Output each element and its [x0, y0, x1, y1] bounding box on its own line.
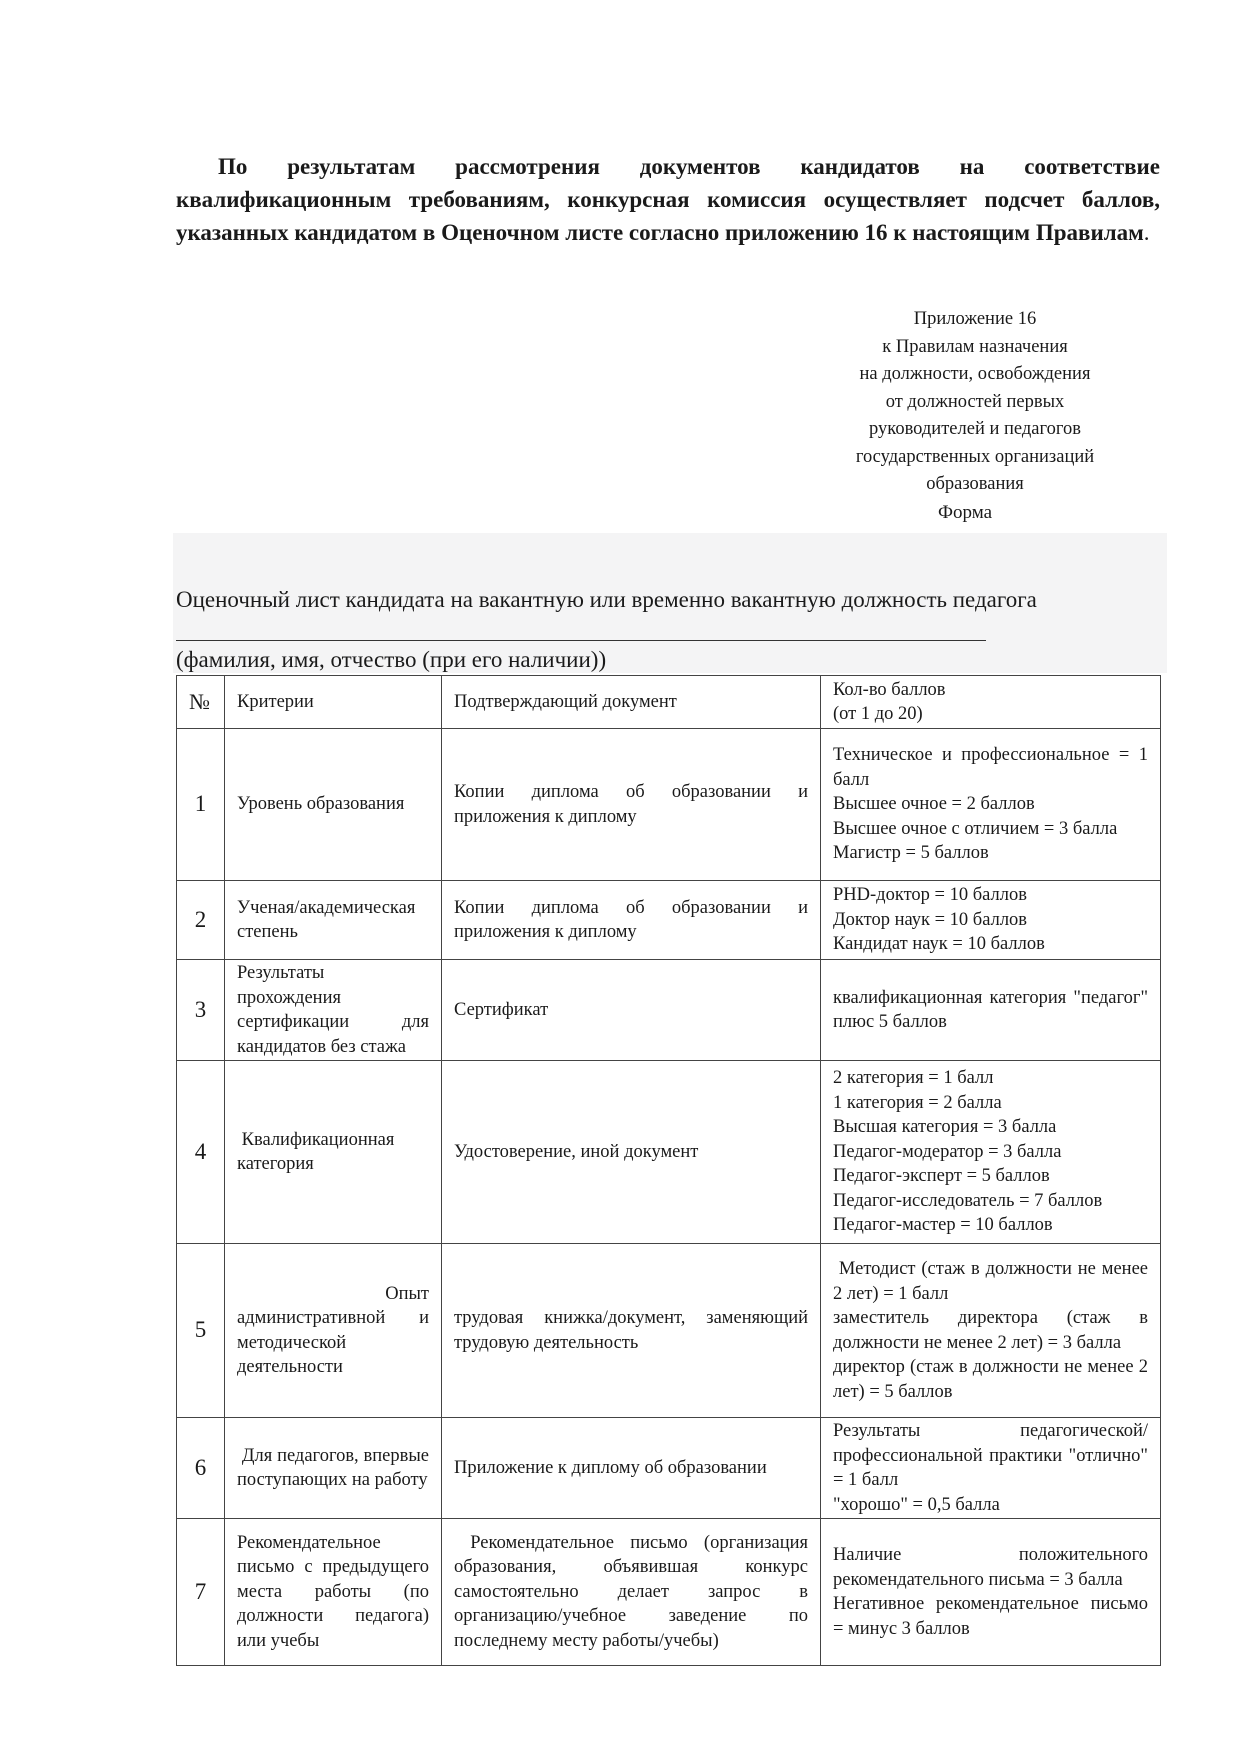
row-points — [821, 960, 1161, 1061]
points-line: квалификационная категория "педагог" плюс 5 баллов — [833, 987, 1148, 1032]
header-criteria: Критерии — [225, 676, 442, 729]
row-points — [821, 729, 1161, 881]
points-line: Кандидат наук = 10 баллов — [833, 934, 1045, 955]
row-criteria: Ученая/академическая степень — [225, 881, 442, 960]
points-line: директор (стаж в должности не менее 2 лет) = 5 баллов — [833, 1357, 1148, 1402]
header-points-label: Кол-во баллов — [833, 679, 946, 700]
row-criteria: Результаты прохождения сертификации для кандидатов без стажа — [225, 960, 442, 1061]
row-points — [821, 881, 1161, 960]
evaluation-table — [176, 675, 1161, 1666]
points-line: 1 категория = 2 балла — [833, 1092, 1002, 1113]
name-caption: (фамилия, имя, отчество (при его наличии)) — [176, 647, 607, 672]
header-points — [821, 676, 1161, 729]
row-criteria: Рекомендательное письмо с предыдущего места работы (по должности педагога) или учебы — [225, 1519, 442, 1666]
points-line: Высшее очное = 2 баллов — [833, 794, 1035, 815]
points-line: Магистр = 5 баллов — [833, 843, 989, 864]
sheet-title: Оценочный лист кандидата на вакантную или временно вакантную должность педагога — [176, 587, 1037, 612]
points-line: PHD-доктор = 10 баллов — [833, 885, 1027, 906]
appendix-line: руководителей и педагогов — [869, 419, 1081, 439]
appendix-line: к Правилам назначения — [882, 336, 1068, 357]
row-number: 6 — [177, 1418, 225, 1519]
table-row — [177, 1244, 1161, 1418]
table-row — [177, 1061, 1161, 1244]
row-document: Копии диплома об образовании и приложения к диплому — [442, 729, 821, 881]
row-document: Сертификат — [442, 960, 821, 1061]
row-points — [821, 1244, 1161, 1418]
row-document: трудовая книжка/документ, заменяющий трудовую деятельность — [442, 1244, 821, 1418]
points-line: Техническое и профессиональное = 1 балл — [833, 745, 1148, 790]
table-row — [177, 1418, 1161, 1519]
row-document: Копии диплома об образовании и приложения к диплому — [442, 881, 821, 960]
row-document: Рекомендательное письмо (организация образования, объявившая конкурс самостоятельно делает запрос в организацию/учебное заведение по последнему месту работы/учебы) — [442, 1519, 821, 1666]
header-number: № — [177, 676, 225, 729]
table-row — [177, 960, 1161, 1061]
points-line: Педагог-исследователь = 7 баллов — [833, 1190, 1103, 1211]
table-header-row — [177, 676, 1161, 729]
table-row — [177, 1519, 1161, 1666]
intro-period: . — [1143, 220, 1150, 245]
appendix-line: Приложение 16 — [913, 309, 1037, 329]
header-points-range: (от 1 до 20) — [833, 704, 923, 724]
points-line: Высшая категория = 3 балла — [833, 1117, 1057, 1138]
row-points — [821, 1519, 1161, 1666]
points-line: Результаты педагогической/ профессиональной практики "отлично" = 1 балл — [833, 1421, 1148, 1490]
table-row — [177, 729, 1161, 881]
row-number: 7 — [177, 1519, 225, 1666]
row-number: 2 — [177, 881, 225, 960]
row-points — [821, 1061, 1161, 1244]
row-number: 1 — [177, 729, 225, 881]
row-document: Приложение к диплому об образовании — [442, 1418, 821, 1519]
intro-paragraph — [176, 150, 1160, 249]
points-line: Педагог-модератор = 3 балла — [833, 1141, 1062, 1162]
name-underline — [176, 640, 986, 641]
row-criteria: Опыт административной и методической деятельности — [225, 1244, 442, 1418]
appendix-line: государственных организаций — [855, 446, 1095, 467]
points-line: Негативное рекомендательное письмо = минус 3 баллов — [833, 1594, 1148, 1639]
intro-text: По результатам рассмотрения документов кандидатов на соответствие квалификационным требованиям, конкурсная комиссия осуществляет подсчет баллов, указанных кандидатом в Оценочном листе согласно приложению 16 к настоящим Правилам — [176, 154, 1160, 245]
points-line: Педагог-эксперт = 5 баллов — [833, 1166, 1050, 1187]
points-line: Педагог-мастер = 10 баллов — [833, 1215, 1053, 1236]
table-row — [177, 881, 1161, 960]
row-number: 5 — [177, 1244, 225, 1418]
row-document: Удостоверение, иной документ — [442, 1061, 821, 1244]
points-line: "хорошо" = 0,5 балла — [833, 1494, 1000, 1515]
row-number: 3 — [177, 960, 225, 1061]
row-number: 4 — [177, 1061, 225, 1244]
row-criteria: Квалификационная категория — [225, 1061, 442, 1244]
points-line: Наличие положительного рекомендательного письма = 3 балла — [833, 1545, 1148, 1590]
appendix-line: образования — [926, 474, 1024, 494]
points-line: 2 категория = 1 балл — [833, 1068, 994, 1089]
points-line: заместитель директора (стаж в должности не менее 2 лет) = 3 балла — [833, 1308, 1148, 1353]
points-line: Методист (стаж в должности не менее 2 лет) = 1 балл — [833, 1259, 1153, 1304]
points-line: Доктор наук = 10 баллов — [833, 909, 1028, 930]
form-label: Форма — [937, 502, 993, 523]
row-criteria: Для педагогов, впервые поступающих на работу — [225, 1418, 442, 1519]
points-line: Высшее очное с отличием = 3 балла — [833, 818, 1118, 839]
row-points — [821, 1418, 1161, 1519]
row-criteria: Уровень образования — [225, 729, 442, 881]
header-document: Подтверждающий документ — [442, 676, 821, 729]
appendix-line: от должностей первых — [885, 391, 1065, 412]
appendix-header — [830, 306, 1120, 499]
appendix-line: на должности, освобождения — [859, 364, 1091, 384]
